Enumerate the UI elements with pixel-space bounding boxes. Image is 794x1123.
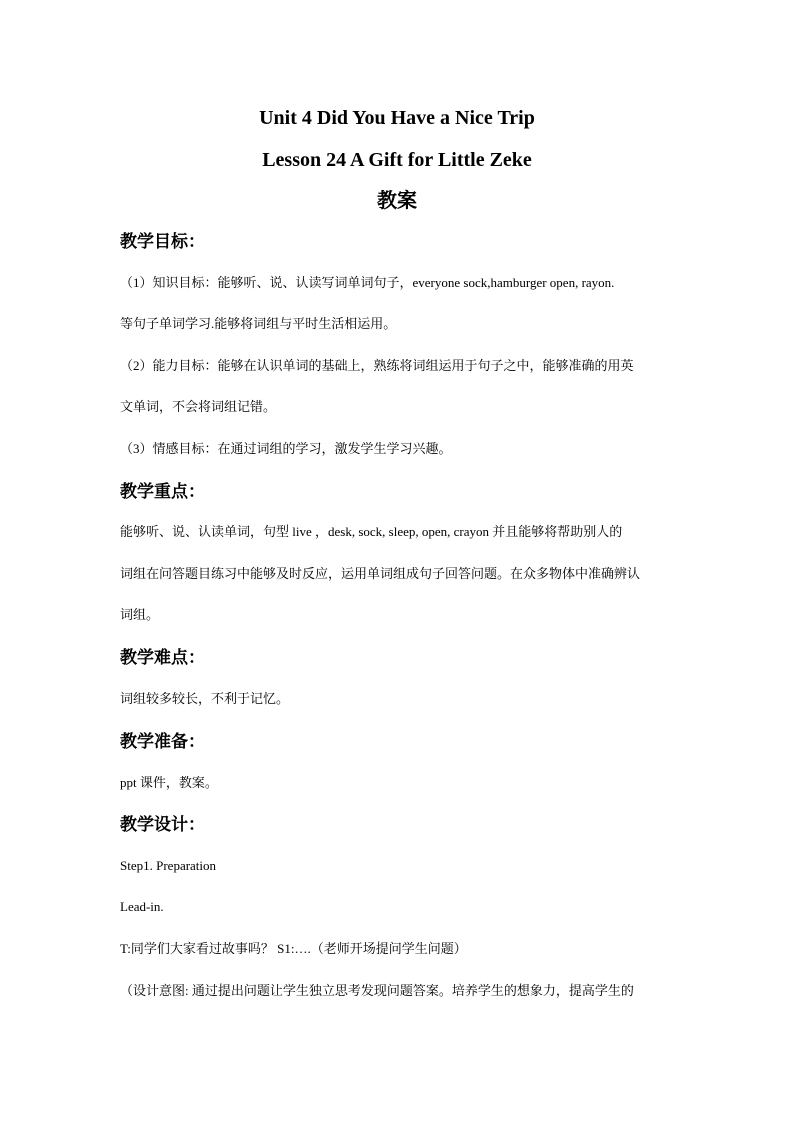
key-points-line: 词组。 — [120, 607, 160, 622]
key-points-line: 词组在问答题目练习中能够及时反应，运用单词组成句子回答问题。在众多物体中准确辨认 — [120, 566, 641, 581]
difficulties-heading: 教学难点： — [120, 648, 205, 667]
unit-title: Unit 4 Did You Have a Nice Trip — [259, 107, 535, 129]
lesson-title: Lesson 24 A Gift for Little Zeke — [262, 149, 532, 171]
design-leadin: Lead-in. — [120, 899, 164, 914]
preparation-heading: 教学准备： — [120, 732, 205, 751]
document-type-title: 教案 — [377, 190, 417, 212]
objectives-line: 文单词，不会将词组记错。 — [120, 399, 277, 414]
design-step-title: Step1. Preparation — [120, 858, 217, 873]
design-intent: （设计意图: 通过提出问题让学生独立思考发现问题答案。培养学生的想象力，提高学生的 — [120, 983, 634, 998]
design-dialogue: T:同学们大家看过故事吗？ S1:….（老师开场提问学生问题） — [120, 941, 467, 956]
preparation-line: ppt 课件，教案。 — [120, 775, 218, 790]
objectives-line: （2）能力目标：能够在认识单词的基础上，熟练将词组运用于句子之中，能够准确的用英 — [120, 358, 634, 373]
objectives-line: （3）情感目标：在通过词组的学习，激发学生学习兴趣。 — [120, 441, 452, 456]
objectives-line: 等句子单词学习.能够将词组与平时生活相运用。 — [120, 316, 397, 331]
key-points-heading: 教学重点： — [120, 482, 205, 501]
key-points-line: 能够听、说、认读单词，句型 live ，desk, sock, sleep, open, crayon 并且能够将帮助别人的 — [120, 524, 623, 539]
design-heading: 教学设计： — [120, 815, 205, 834]
objectives-line: （1）知识目标：能够听、说、认读写词单词句子，everyone sock,hamburger open, rayon. — [120, 275, 615, 290]
objectives-heading: 教学目标： — [120, 232, 205, 251]
difficulties-line: 词组较多较长，不利于记忆。 — [120, 691, 290, 706]
